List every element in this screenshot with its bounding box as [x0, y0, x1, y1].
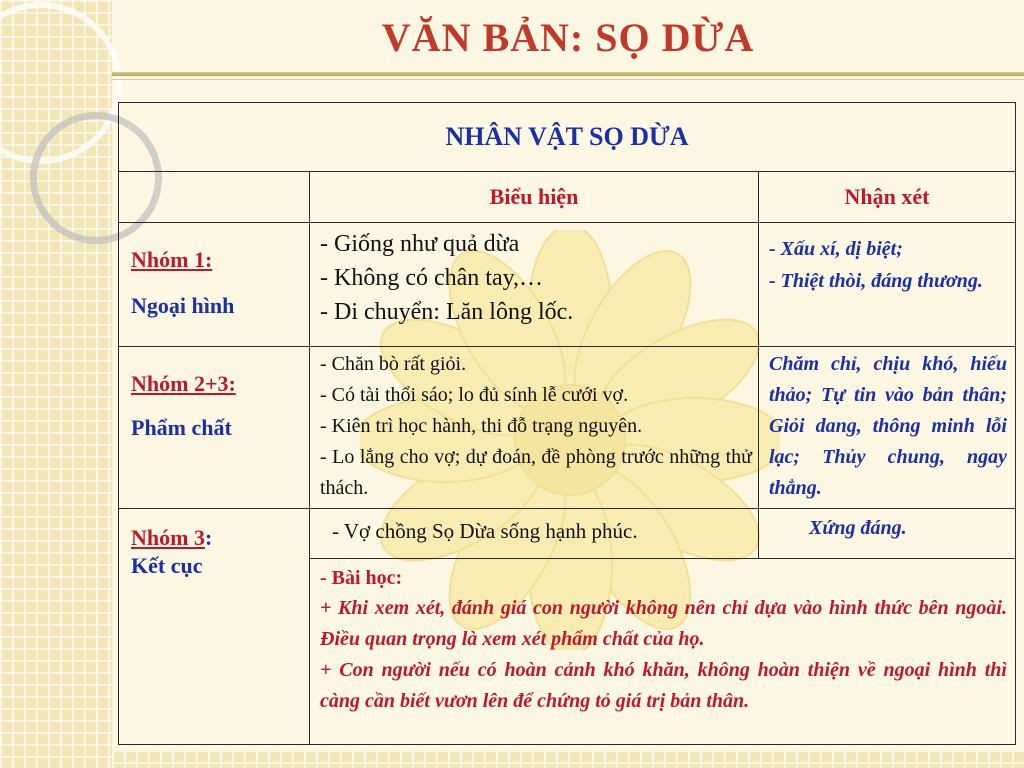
lesson-cell: [310, 559, 1016, 745]
lesson-heading: - Bài học:: [320, 567, 403, 589]
bottom-decorative-strip: [112, 750, 1024, 768]
title-divider-thin: [112, 79, 1024, 80]
list-item: - Xấu xí, dị biệt;: [769, 238, 903, 260]
list-item: - Giống như quả dừa: [320, 231, 520, 257]
list-item: - Lo lắng cho vợ; dự đoán, đề phòng trước những thử thách.: [320, 446, 752, 499]
group-label-wrap: [131, 525, 301, 551]
group-aspect: Ngoại hình: [131, 293, 235, 318]
column-header-nhanxet: Nhận xét: [759, 172, 1016, 223]
group-label: Nhóm 3: [131, 525, 205, 550]
bieuhien-cell: [310, 223, 759, 347]
table-heading: NHÂN VẬT SỌ DỪA: [119, 103, 1016, 172]
list-item: - Chăn bò rất giỏi.: [320, 353, 467, 375]
nhanxet-cell: Xứng đáng.: [759, 509, 1016, 559]
page-title: VĂN BẢN: SỌ DỪA: [381, 15, 755, 60]
bieuhien-cell: [310, 347, 759, 509]
list-item: - Di chuyển: Lăn lông lốc.: [320, 299, 574, 325]
bieuhien-cell: - Vợ chồng Sọ Dừa sống hạnh phúc.: [310, 509, 759, 559]
title-divider: [112, 72, 1024, 76]
nhanxet-cell: Chăm chỉ, chịu khó, hiếu thảo; Tự tin vào bản thân; Giỏi dang, thông minh lỗi lạc; Thủy chung, ngay thẳng.: [759, 347, 1016, 509]
group-label: Nhóm 2+3:: [131, 371, 236, 396]
list-item: - Thiệt thòi, đáng thương.: [769, 270, 983, 292]
nhanxet-cell: [759, 223, 1016, 347]
group-aspect: Phẩm chất: [131, 415, 232, 440]
column-header-bieuhien: Biểu hiện: [310, 172, 759, 223]
lesson-point: + Con người nếu có hoàn cảnh khó khăn, không hoàn thiện về ngoại hình thì càng cần biết vươn lên để chứng tỏ giá trị bản thân.: [320, 659, 1007, 712]
group-colon: :: [204, 525, 213, 550]
group-aspect: Kết cục: [131, 553, 203, 578]
list-item: - Có tài thổi sáo; lo đủ sính lễ cưới vợ.: [320, 384, 629, 406]
group-label: Nhóm 1:: [131, 247, 213, 272]
group-cell: [119, 347, 310, 509]
list-item: - Kiên trì học hành, thi đỗ trạng nguyên.: [320, 415, 643, 437]
empty-header-cell: [119, 172, 310, 223]
group-cell: [119, 509, 310, 745]
list-item: - Không có chân tay,…: [320, 265, 544, 291]
left-decorative-strip: [0, 0, 112, 768]
lesson-point: + Khi xem xét, đánh giá con người không nên chỉ dựa vào hình thức bên ngoài. Điều quan trọng là xem xét phẩm chất của họ.: [320, 597, 1007, 650]
character-table: [118, 102, 1016, 745]
group-cell: [119, 223, 310, 347]
